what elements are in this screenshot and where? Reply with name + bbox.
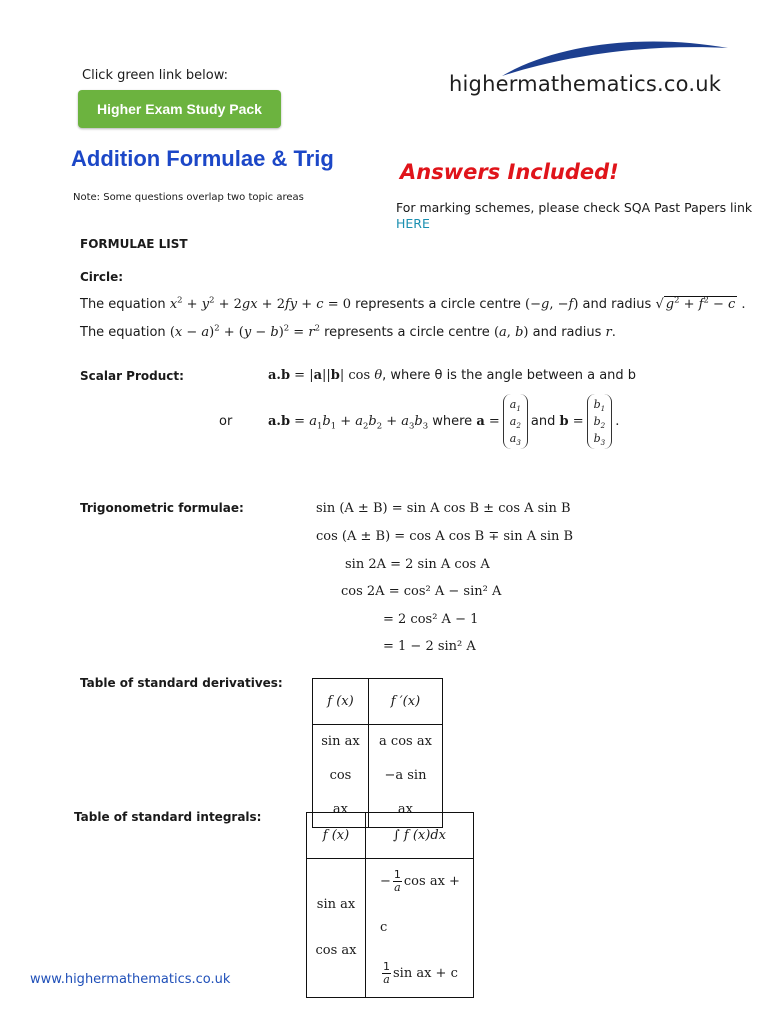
integral-row-cos: $\frac{1}{a}$ sin ax + c <box>383 960 458 986</box>
derivatives-table <box>312 678 443 828</box>
trig-line: = 2 cos² A − 1 <box>383 612 479 627</box>
trig-heading: Trigonometric formulae: <box>80 501 244 515</box>
trig-line: sin (A ± B) = sin A cos B ± cos A sin B <box>316 501 571 516</box>
study-pack-button[interactable]: Higher Exam Study Pack <box>78 90 281 128</box>
table-cell: f ′(x) <box>368 679 442 725</box>
derivatives-heading: Table of standard derivatives: <box>80 676 283 690</box>
scalar-and: and <box>530 413 556 429</box>
trig-line: = 1 − 2 sin² A <box>383 639 476 654</box>
scalar-heading: Scalar Product: <box>80 369 184 383</box>
table-cell: cos ax <box>315 943 357 958</box>
integral-row-sin: − $\frac{1}{a}$ cos ax + c <box>380 868 460 935</box>
circle-lead: The equation <box>80 297 166 312</box>
circle-centre-text: represents a circle centre <box>355 297 521 312</box>
footer-link[interactable]: www.highermathematics.co.uk <box>30 972 231 987</box>
marking-schemes-note <box>396 200 756 232</box>
table-cell: ∫ f (x)dx <box>366 813 474 859</box>
circle-equation-general: The equation $x^2 + y^2 + 2gx + 2fy + c = 0$ represents a circle centre (−g, −f) and radius √ $g^2 + f^2 - c$ . <box>80 294 746 312</box>
answers-banner: Answers Included! <box>400 160 619 184</box>
table-cell: sin ax <box>316 897 356 912</box>
scalar-components: $a.b = a_1b_1 + a_2b_2 + a_3b_3$ where a = $a_1$ $a_2$ $a_3$ and b = $b_1$ $b_2$ $b_3$ . <box>268 388 619 454</box>
scalar-where-angle: , where θ is the angle between a and b <box>382 368 637 383</box>
scalar-where: where <box>432 413 473 429</box>
table-cell: cos ax <box>329 768 352 817</box>
integrals-heading: Table of standard integrals: <box>74 810 262 824</box>
table-row <box>307 859 474 998</box>
trig-line: cos (A ± B) = cos A cos B ∓ sin A sin B <box>316 529 574 544</box>
scalar-definition: a.b = |a||b| cos θ, where θ is the angle between a and b <box>268 368 637 383</box>
scalar-or: or <box>219 414 233 429</box>
site-logo-text[interactable]: highermathematics.co.uk <box>449 72 722 96</box>
trig-line: sin 2A = 2 sin A cos A <box>345 557 490 572</box>
table-cell: f (x) <box>307 813 366 859</box>
table-cell: sin ax <box>321 734 360 749</box>
table-cell: f (x) <box>313 679 369 725</box>
circle-centre-text-2: represents a circle centre <box>324 325 490 340</box>
table-cell: a cos ax <box>379 734 432 749</box>
here-link[interactable]: HERE <box>396 216 430 231</box>
vector-b: $b_1$ $b_2$ $b_3$ <box>587 394 613 449</box>
click-note: Click green link below: <box>82 68 229 83</box>
circle-lead-2: The equation <box>80 325 166 340</box>
vector-a: $a_1$ $a_2$ $a_3$ <box>503 394 528 449</box>
circle-heading: Circle: <box>80 270 124 284</box>
circle-radius-text-2: and radius <box>532 325 602 340</box>
marking-text: For marking schemes, please check SQA Past Papers link <box>396 200 753 215</box>
table-cell: −a sin ax <box>384 768 427 817</box>
table-row <box>313 679 443 725</box>
trig-line: cos 2A = cos² A − sin² A <box>341 584 502 599</box>
circle-radius-text: and radius <box>582 297 652 312</box>
table-row <box>307 813 474 859</box>
circle-equation-centre: The equation $(x - a)^2 + (y - b)^2 = r^2$ represents a circle centre (a, b) and radius r. <box>80 322 616 340</box>
formulae-list-heading: FORMULAE LIST <box>80 237 188 251</box>
overlap-note: Note: Some questions overlap two topic areas <box>73 192 304 203</box>
page-title: Addition Formulae & Trig <box>71 146 334 171</box>
integrals-table <box>306 812 474 998</box>
